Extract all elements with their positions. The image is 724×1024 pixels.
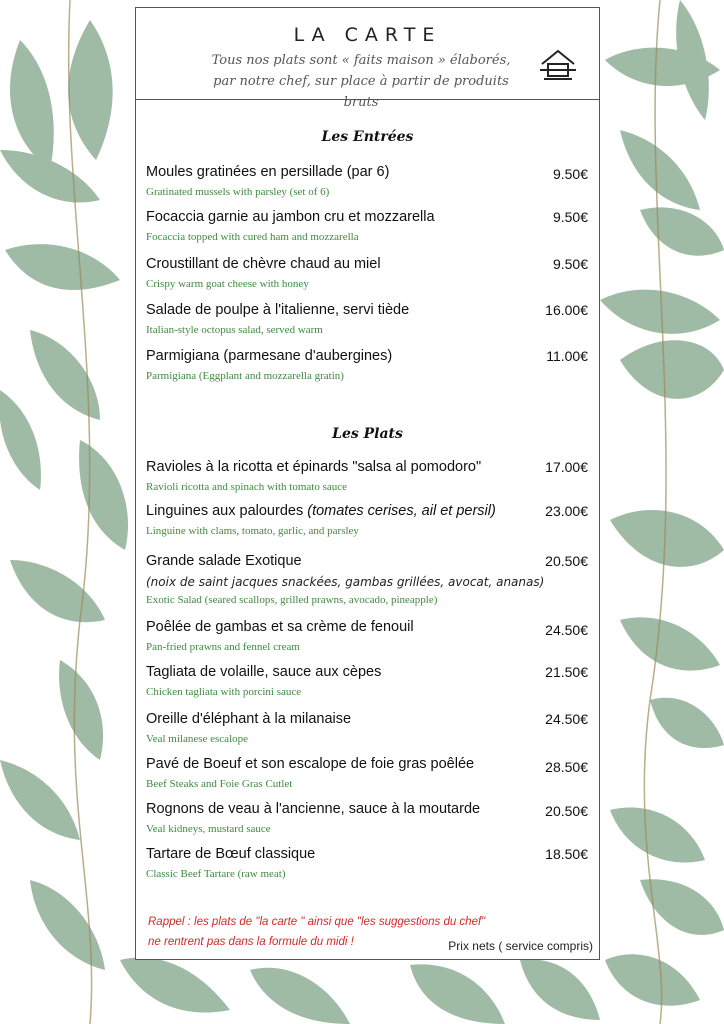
dish-name: Rognons de veau à l'ancienne, sauce à la moutarde: [146, 801, 481, 817]
page-title: LA CARTE: [293, 24, 442, 46]
leaf-icon: [68, 20, 112, 160]
dish-price: 20.50€: [545, 803, 588, 819]
subtitle: [196, 50, 526, 113]
dish-price: 9.50€: [552, 256, 588, 272]
menu-item: [146, 553, 586, 606]
dish-translation: Italian-style octopus salad, served warm: [146, 324, 323, 336]
section-title-entrees: Les Entrées: [321, 129, 414, 145]
leaf-icon: [0, 390, 41, 490]
dish-name: Parmigiana (parmesane d'aubergines): [146, 348, 393, 364]
menu-item: [146, 348, 586, 382]
dish-translation: Focaccia topped with cured ham and mozzarella: [146, 231, 359, 243]
leaf-icon: [610, 510, 724, 567]
leaf-icon: [30, 330, 100, 420]
menu-item: [146, 619, 586, 653]
dish-translation: Classic Beef Tartare (raw meat): [146, 868, 286, 880]
leaf-icon: [520, 959, 600, 1020]
dish-price: 21.50€: [545, 664, 588, 680]
dish-translation: Beef Steaks and Foie Gras Cutlet: [146, 778, 293, 790]
dish-price: 17.00€: [545, 459, 588, 475]
dish-price: 9.50€: [552, 166, 588, 182]
dish-name: Poêlée de gambas et sa crème de fenouil: [146, 619, 414, 635]
dish-translation: Ravioli ricotta and spinach with tomato sauce: [146, 481, 348, 493]
dish-price: 20.50€: [545, 553, 588, 569]
dish-name: Tagliata de volaille, sauce aux cèpes: [146, 664, 382, 680]
leaf-icon: [620, 340, 724, 399]
dish-name: Salade de poulpe à l'italienne, servi tiède: [146, 302, 410, 318]
leaf-icon: [79, 440, 128, 550]
leaf-icon: [410, 964, 505, 1024]
dish-name: Grande salade Exotique: [146, 553, 302, 569]
leaf-icon: [605, 954, 700, 1005]
dish-translation: Veal kidneys, mustard sauce: [146, 823, 271, 835]
leaf-icon: [120, 957, 230, 1012]
dish-name: Ravioles à la ricotta et épinards "salsa al pomodoro": [146, 459, 482, 475]
dish-translation: Parmigiana (Eggplant and mozzarella gratin): [146, 370, 344, 382]
dish-translation: Chicken tagliata with porcini sauce: [146, 686, 302, 698]
dish-price: 28.50€: [545, 759, 588, 775]
menu-item: [146, 503, 586, 537]
dish-name: [146, 503, 586, 519]
section-title-plats: Les Plats: [332, 426, 403, 442]
dish-name: Croustillant de chèvre chaud au miel: [146, 256, 381, 272]
leaf-icon: [640, 207, 724, 255]
price-info: Prix nets ( service compris): [448, 939, 593, 953]
dish-name-main: Linguines aux palourdes: [146, 503, 308, 519]
leaf-icon: [30, 880, 105, 970]
menu-item: [146, 756, 586, 790]
dish-price: 18.50€: [545, 846, 588, 862]
leaf-icon: [59, 660, 103, 760]
dish-note: (noix de saint jacques snackées, gambas grillées, avocat, ananas): [146, 575, 545, 589]
menu-item: [146, 459, 586, 493]
menu-item: [146, 302, 586, 336]
menu-item: [146, 846, 586, 880]
dish-translation: Gratinated mussels with parsley (set of 6): [146, 186, 330, 198]
leaf-icon: [620, 130, 700, 210]
dish-price: 24.50€: [545, 711, 588, 727]
footer-note-line: ne rentrent pas dans la formule du midi !: [148, 936, 354, 948]
leaf-icon: [5, 244, 120, 290]
dish-name: Tartare de Bœuf classique: [146, 846, 316, 862]
dish-price: 9.50€: [552, 209, 588, 225]
vine-stem: [69, 0, 92, 1024]
dish-translation: Pan-fried prawns and fennel cream: [146, 641, 300, 653]
dish-name: Oreille d'éléphant à la milanaise: [146, 711, 352, 727]
dish-translation: Veal milanese escalope: [146, 733, 249, 745]
subtitle-line: Tous nos plats sont « faits maison » élaborés,: [211, 53, 511, 68]
leaf-icon: [650, 698, 724, 748]
menu-item: [146, 164, 586, 198]
menu-item: [146, 801, 586, 835]
leaf-icon: [10, 560, 105, 622]
leaf-icon: [250, 968, 350, 1024]
dish-price: 24.50€: [545, 622, 588, 638]
menu-item: [146, 664, 586, 698]
dish-name: Pavé de Boeuf et son escalope de foie gras poêlée: [146, 756, 475, 772]
menu-card: [135, 7, 600, 960]
menu-header: [136, 8, 599, 110]
dish-name-detail: (tomates cerises, ail et persil): [307, 503, 496, 519]
menu-item: [146, 209, 586, 243]
menu-item: [146, 711, 586, 745]
subtitle-line: par notre chef, sur place à partir de produits bruts: [213, 74, 509, 110]
leaf-icon: [600, 290, 720, 334]
menu-item: [146, 256, 586, 290]
leaf-icon: [0, 760, 80, 840]
house-icon: [538, 48, 578, 82]
dish-price: 16.00€: [545, 302, 588, 318]
dish-price: 23.00€: [545, 503, 588, 519]
leaf-icon: [610, 807, 705, 862]
footer-note-line: Rappel : les plats de "la carte " ainsi que "les suggestions du chef": [148, 916, 486, 928]
dish-price: 11.00€: [546, 348, 588, 364]
dish-translation: Exotic Salad (seared scallops, grilled prawns, avocado, pineapple): [146, 594, 438, 606]
leaf-icon: [620, 617, 720, 670]
dish-translation: Linguine with clams, tomato, garlic, and parsley: [146, 525, 359, 537]
leaf-icon: [10, 40, 54, 170]
dish-translation: Crispy warm goat cheese with honey: [146, 278, 309, 290]
dish-name: Moules gratinées en persillade (par 6): [146, 164, 390, 180]
dish-name: Focaccia garnie au jambon cru et mozzarella: [146, 209, 435, 225]
